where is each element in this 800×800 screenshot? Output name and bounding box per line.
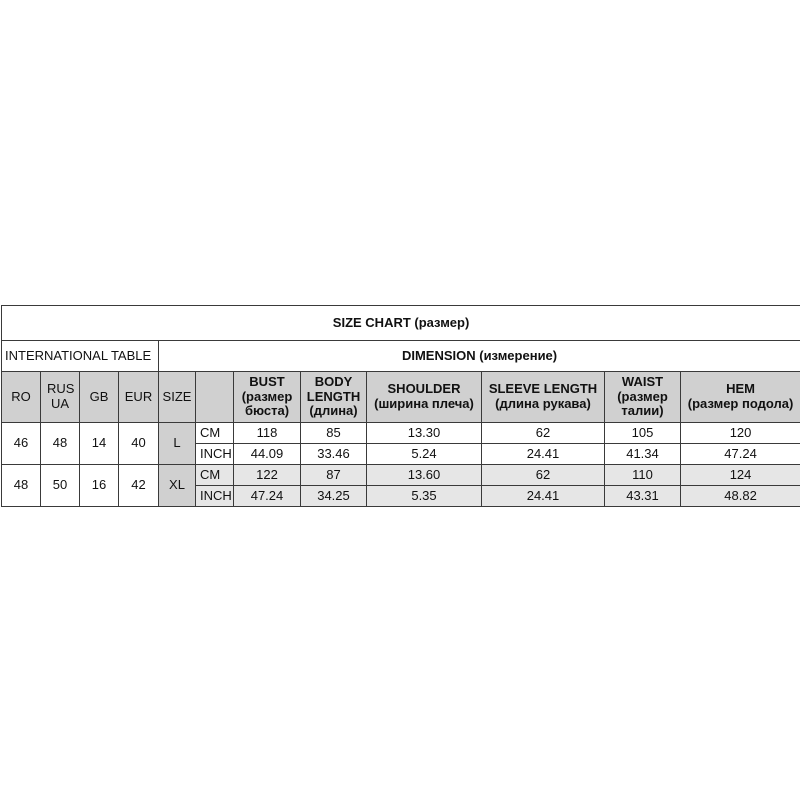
cell-shoulder-inch: 5.24 [367,444,482,465]
unit-cm: CM [196,423,234,444]
chart-title: SIZE CHART (размер) [2,306,800,341]
cell-sleeve-length-inch: 24.41 [482,444,605,465]
cell-shoulder-cm: 13.60 [367,465,482,486]
cell-gb: 14 [80,423,119,465]
unit-cm: CM [196,465,234,486]
header-waist: WAIST (размер талии) [605,372,681,423]
header-shoulder: SHOULDER (ширина плеча) [367,372,482,423]
cell-sleeve-length-cm: 62 [482,465,605,486]
cell-sleeve-length-inch: 24.41 [482,486,605,507]
cell-waist-cm: 105 [605,423,681,444]
header-unit-blank [196,372,234,423]
cell-waist-cm: 110 [605,465,681,486]
cell-eur: 40 [119,423,159,465]
dimension-label: DIMENSION (измерение) [159,341,800,372]
cell-bust-inch: 47.24 [234,486,301,507]
header-sleeve-length: SLEEVE LENGTH (длина рукава) [482,372,605,423]
cell-hem-cm: 124 [681,465,800,486]
cell-gb: 16 [80,465,119,507]
unit-inch: INCH [196,444,234,465]
cell-sleeve-length-cm: 62 [482,423,605,444]
cell-body-length-inch: 33.46 [301,444,367,465]
cell-body-length-cm: 85 [301,423,367,444]
cell-size: XL [159,465,196,507]
header-rus-ua: RUS UA [41,372,80,423]
cell-body-length-cm: 87 [301,465,367,486]
cell-body-length-inch: 34.25 [301,486,367,507]
cell-rus-ua: 48 [41,423,80,465]
header-eur: EUR [119,372,159,423]
cell-rus-ua: 50 [41,465,80,507]
cell-shoulder-inch: 5.35 [367,486,482,507]
cell-bust-cm: 122 [234,465,301,486]
cell-bust-inch: 44.09 [234,444,301,465]
cell-ro: 48 [2,465,41,507]
international-table-label: INTERNATIONAL TABLE [2,341,159,372]
cell-waist-inch: 43.31 [605,486,681,507]
header-hem: HEM (размер подола) [681,372,800,423]
cell-hem-inch: 48.82 [681,486,800,507]
cell-hem-inch: 47.24 [681,444,800,465]
cell-waist-inch: 41.34 [605,444,681,465]
header-bust: BUST (размер бюста) [234,372,301,423]
cell-ro: 46 [2,423,41,465]
header-body-length: BODY LENGTH (длина) [301,372,367,423]
header-size: SIZE [159,372,196,423]
cell-eur: 42 [119,465,159,507]
header-ro: RO [2,372,41,423]
header-gb: GB [80,372,119,423]
cell-bust-cm: 118 [234,423,301,444]
cell-shoulder-cm: 13.30 [367,423,482,444]
unit-inch: INCH [196,486,234,507]
cell-hem-cm: 120 [681,423,800,444]
cell-size: L [159,423,196,465]
size-chart-table [1,305,800,507]
